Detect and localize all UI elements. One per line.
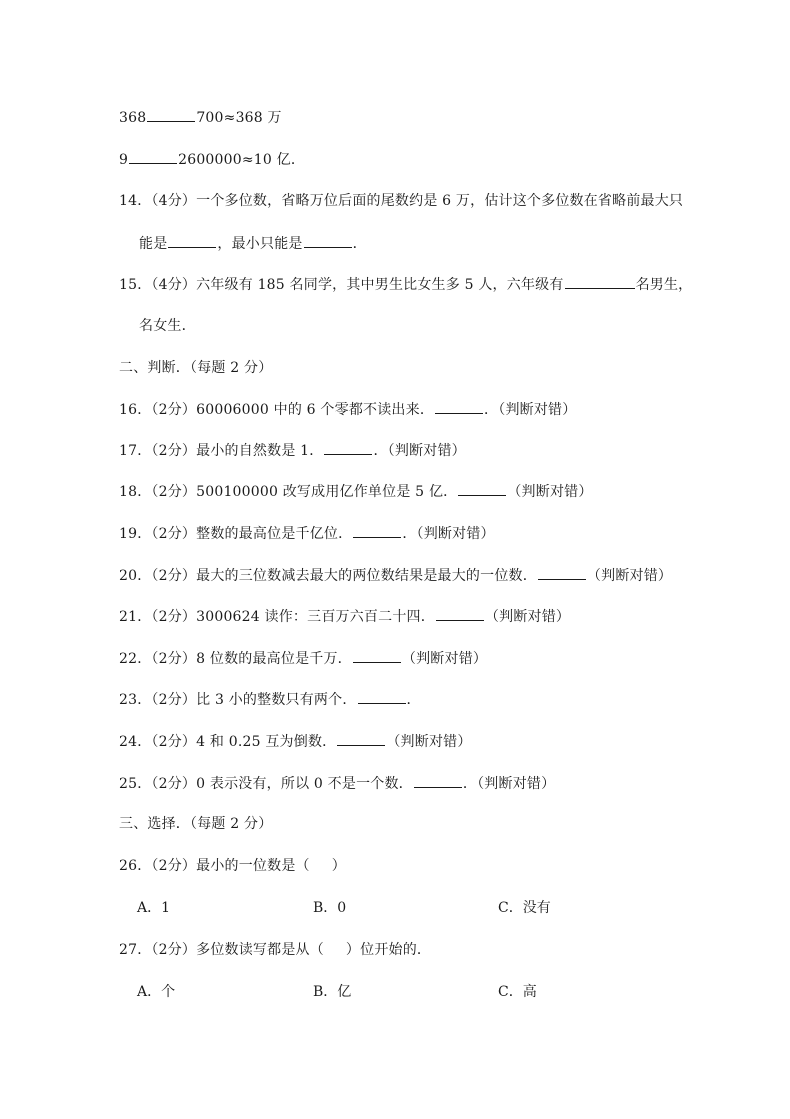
answer-blank[interactable] bbox=[436, 607, 484, 621]
question-14: 14．（4分）一个多位数，省略万位后面的尾数约是 6 万，估计这个多位数在省略前最大只 bbox=[119, 193, 684, 209]
option-c[interactable]: C．高 bbox=[498, 984, 537, 1000]
question-18: 18．（2分）500100000 改写成用亿作单位是 5 亿． （判断对错） bbox=[119, 484, 593, 500]
option-a[interactable]: A．1 bbox=[137, 900, 171, 916]
question-19: 19．（2分）整数的最高位是千亿位． ．（判断对错） bbox=[119, 526, 495, 542]
option-b[interactable]: B．0 bbox=[313, 900, 347, 916]
option-b[interactable]: B．亿 bbox=[313, 984, 352, 1000]
question-22: 22．（2分）8 位数的最高位是千万． （判断对错） bbox=[119, 651, 488, 667]
answer-blank[interactable] bbox=[358, 690, 406, 704]
question-14-cont: 能是 ，最小只能是 ． bbox=[139, 236, 367, 252]
answer-blank[interactable] bbox=[353, 649, 401, 663]
answer-blank[interactable] bbox=[168, 234, 216, 248]
question-26: 26．（2分）最小的一位数是（ ） bbox=[119, 858, 346, 874]
answer-blank[interactable] bbox=[538, 566, 586, 580]
question-23: 23．（2分）比 3 小的整数只有两个． ． bbox=[119, 692, 421, 708]
option-c[interactable]: C．没有 bbox=[498, 900, 551, 916]
section-choice-title: 三、选择．（每题 2 分） bbox=[119, 816, 273, 832]
question-21: 21．（2分）3000624 读作：三百万六百二十四． （判断对错） bbox=[119, 609, 571, 625]
answer-blank[interactable] bbox=[337, 732, 385, 746]
question-25: 25．（2分）0 表示没有，所以 0 不是一个数． ．（判断对错） bbox=[119, 776, 556, 792]
line-9: 9 2600000≈10 亿． bbox=[119, 152, 306, 168]
line-368: 368 700≈368 万 bbox=[119, 110, 282, 126]
answer-blank[interactable] bbox=[435, 400, 483, 414]
answer-blank[interactable] bbox=[324, 441, 372, 455]
answer-blank[interactable] bbox=[565, 275, 635, 289]
question-17: 17．（2分）最小的自然数是 1． ．（判断对错） bbox=[119, 443, 466, 459]
question-27: 27．（2分）多位数读写都是从（ ）位开始的． bbox=[119, 942, 432, 958]
answer-blank[interactable] bbox=[304, 234, 352, 248]
answer-blank[interactable] bbox=[353, 524, 401, 538]
question-20: 20．（2分）最大的三位数减去最大的两位数结果是最大的一位数． （判断对错） bbox=[119, 568, 673, 584]
question-15-cont: 名女生． bbox=[139, 318, 196, 334]
question-24: 24．（2分）4 和 0.25 互为倒数． （判断对错） bbox=[119, 734, 472, 750]
answer-blank[interactable] bbox=[129, 150, 177, 164]
option-a[interactable]: A．个 bbox=[137, 984, 176, 1000]
question-15: 15．（4分）六年级有 185 名同学，其中男生比女生多 5 人，六年级有 名男生， bbox=[119, 277, 693, 293]
section-judgement-title: 二、判断．（每题 2 分） bbox=[119, 360, 273, 376]
answer-blank[interactable] bbox=[147, 108, 195, 122]
answer-blank[interactable] bbox=[414, 774, 462, 788]
answer-blank[interactable] bbox=[458, 482, 506, 496]
question-16: 16．（2分）60006000 中的 6 个零都不读出来． ．（判断对错） bbox=[119, 402, 577, 418]
